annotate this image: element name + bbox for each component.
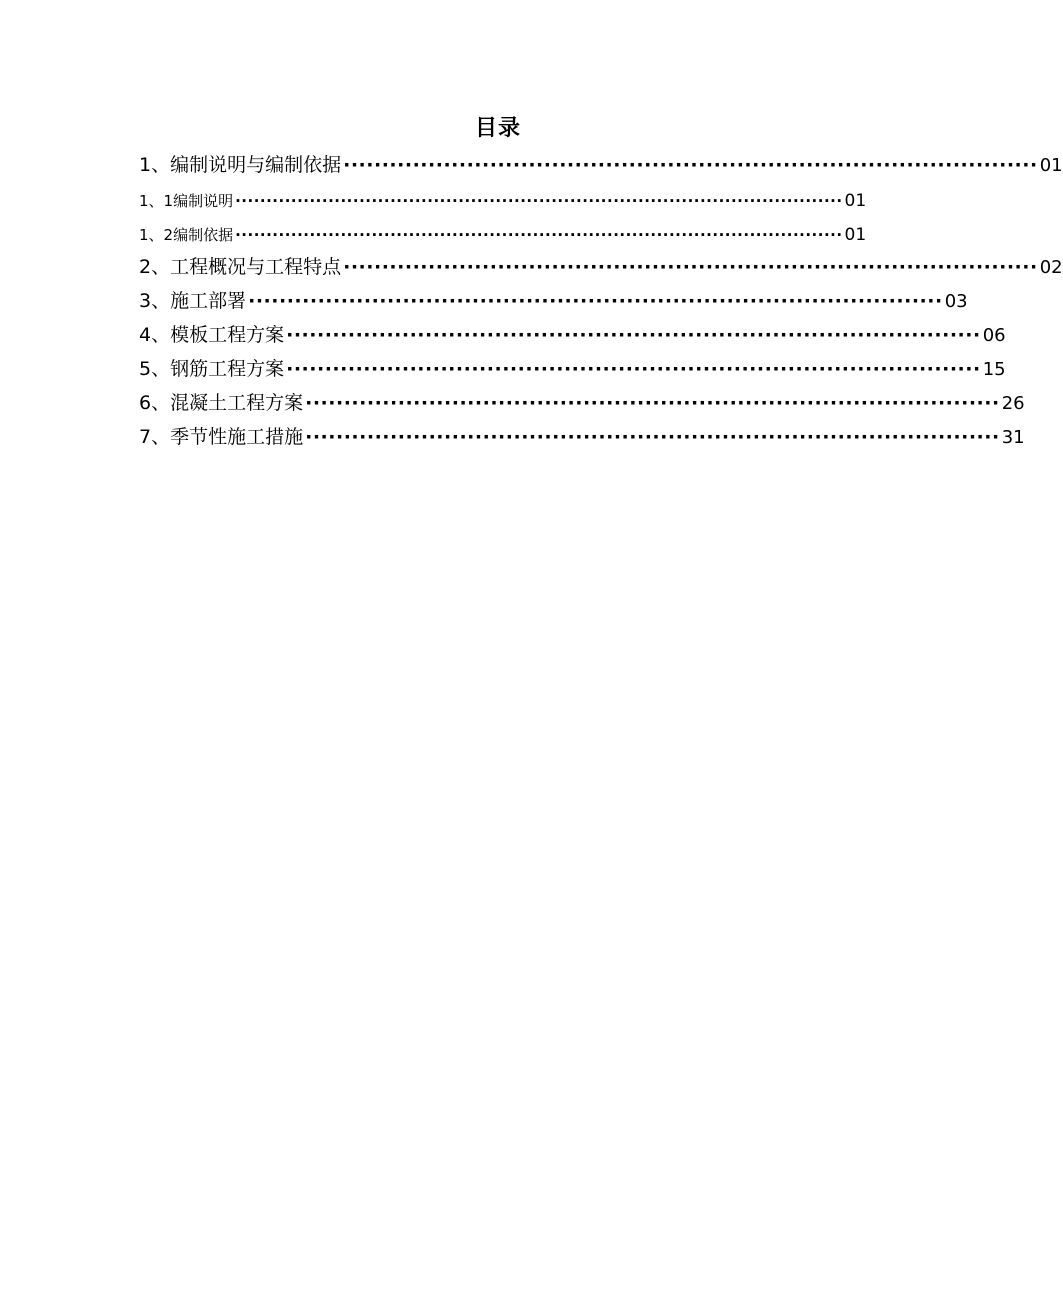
toc-entry-page: 01: [844, 191, 867, 211]
toc-entry[interactable]: [139, 252, 1063, 286]
toc-entry-page: 02: [1039, 257, 1063, 278]
toc-entry-title: 模板工程方案: [170, 324, 285, 346]
toc-entry-title: 编制说明: [173, 192, 234, 210]
toc-entry-number: 6、: [139, 392, 171, 414]
toc-entry[interactable]: [139, 218, 867, 252]
toc-entry-page: 03: [944, 291, 968, 312]
toc-leader-dots: ··························································································: [248, 290, 943, 312]
toc-entry-number: 1、1: [139, 192, 174, 210]
toc-entry[interactable]: [139, 286, 968, 320]
toc-entry-page: 06: [982, 325, 1006, 346]
toc-leader-dots: ··························································································: [343, 256, 1038, 278]
toc-entry-title: 工程概况与工程特点: [170, 256, 342, 278]
toc-leader-dots: ··························································································: [305, 392, 1000, 414]
toc-entry-title: 钢筋工程方案: [170, 358, 285, 380]
toc-entry-title: 混凝土工程方案: [170, 392, 304, 414]
toc-entry-number: 1、2: [139, 226, 174, 244]
toc-entry-title: 编制依据: [173, 226, 234, 244]
toc-entry[interactable]: [139, 150, 1063, 184]
toc-entry-number: 5、: [139, 358, 171, 380]
toc-entry-number: 3、: [139, 290, 171, 312]
toc-leader-dots: ··························································································: [343, 154, 1038, 176]
toc-title: 目录: [474, 116, 521, 141]
toc-entry[interactable]: [139, 422, 1025, 456]
toc-entry[interactable]: [139, 320, 1006, 354]
toc-entry-title: 施工部署: [170, 290, 247, 312]
toc-entry[interactable]: [139, 184, 867, 218]
toc-entry-page: 26: [1001, 393, 1025, 414]
toc-entry-title: 季节性施工措施: [170, 426, 304, 448]
toc-leader-dots: ··························································································: [286, 324, 981, 346]
toc-entry-page: 01: [844, 225, 867, 245]
table-of-contents: [139, 150, 1063, 456]
toc-leader-dots: ··································································································: [235, 192, 843, 210]
toc-leader-dots: ··························································································: [305, 426, 1000, 448]
toc-leader-dots: ··································································································: [235, 226, 843, 244]
toc-entry-number: 1、: [139, 154, 171, 176]
toc-entry[interactable]: [139, 354, 1006, 388]
toc-entry-number: 4、: [139, 324, 171, 346]
toc-entry-page: 31: [1001, 427, 1025, 448]
toc-entry-title: 编制说明与编制依据: [170, 154, 342, 176]
toc-entry-page: 15: [982, 359, 1006, 380]
toc-entry-number: 2、: [139, 256, 171, 278]
toc-leader-dots: ··························································································: [286, 358, 981, 380]
toc-entry[interactable]: [139, 388, 1025, 422]
toc-entry-number: 7、: [139, 426, 171, 448]
toc-entry-page: 01: [1039, 155, 1063, 176]
